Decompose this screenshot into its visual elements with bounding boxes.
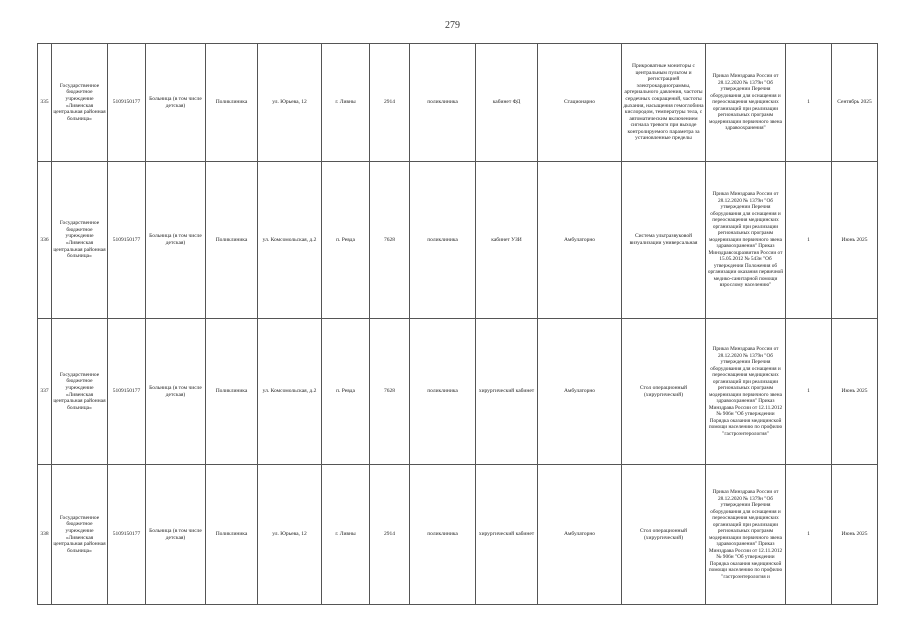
care-form: Стационарно bbox=[538, 44, 622, 162]
table-row bbox=[38, 44, 878, 162]
room-type: поликлиника bbox=[410, 319, 476, 465]
row-number: 336 bbox=[38, 162, 52, 319]
legal-basis: Приказ Минздрава России от 28.12.2020 № 1379н "Об утверждении Перечня оборудования для оснащения и переоснащения медицинских организаций при реализации региональных программ модернизации первичного звена здравоохранения" Приказ Минздрава России от 12.11.2012 № 906н "Об утверждении Порядка оказания медицинской помощи населению по профилю "гастроэнтерология" bbox=[706, 319, 786, 465]
org-code: 5109150177 bbox=[108, 319, 146, 465]
quantity: 1 bbox=[786, 162, 832, 319]
quantity: 1 bbox=[786, 465, 832, 605]
care-form: Амбулаторно bbox=[538, 162, 622, 319]
delivery-date: Июнь 2025 bbox=[832, 465, 878, 605]
address: ул. Юрьева, 12 bbox=[258, 44, 322, 162]
org-code: 5109150177 bbox=[108, 162, 146, 319]
room-type: поликлиника bbox=[410, 162, 476, 319]
locality: п. Ревда bbox=[322, 162, 370, 319]
care-form: Амбулаторно bbox=[538, 319, 622, 465]
locality: п. Ревда bbox=[322, 319, 370, 465]
locality-code: 2914 bbox=[370, 44, 410, 162]
table-row bbox=[38, 162, 878, 319]
room-name: хирургический кабинет bbox=[476, 319, 538, 465]
room-name: кабинет ФД bbox=[476, 44, 538, 162]
subdivision: Поликлиника bbox=[206, 44, 258, 162]
legal-basis: Приказ Минздрава России от 28.12.2020 № 1379н "Об утверждении Перечня оборудования для оснащения и переоснащения медицинских организаций при реализации региональных программ модернизации первичного звена здравоохранения" Приказ Минздрава России от 12.11.2012 № 906н "Об утверждении Порядка оказания медицинской помощи населению по профилю "гастроэнтерология и bbox=[706, 465, 786, 605]
org-type: Больница (в том числе детская) bbox=[146, 44, 206, 162]
locality: г. Ливны bbox=[322, 44, 370, 162]
subdivision: Поликлиника bbox=[206, 465, 258, 605]
org-code: 5109150177 bbox=[108, 44, 146, 162]
room-name: кабинет УЗИ bbox=[476, 162, 538, 319]
address: ул. Юрьева, 12 bbox=[258, 465, 322, 605]
equipment-name: Прикроватные мониторы с центральным пультом и регистрацией электрокардиограммы, артериального давления, частоты сердечных сокращений, частоты дыхания, насыщения гемоглобина кислородом, температуры тела, с автоматическим включением сигнала тревоги при выходе контролируемого параметра за установленные пределы bbox=[622, 44, 706, 162]
subdivision: Поликлиника bbox=[206, 319, 258, 465]
organization-name: Государственное бюджетное учреждение «Ливенская центральная районная больница» bbox=[52, 44, 108, 162]
delivery-date: Сентябрь 2025 bbox=[832, 44, 878, 162]
equipment-name: Система ультразвуковой визуализации универсальная bbox=[622, 162, 706, 319]
org-type: Больница (в том числе детская) bbox=[146, 162, 206, 319]
row-number: 338 bbox=[38, 465, 52, 605]
locality-code: 2914 bbox=[370, 465, 410, 605]
organization-name: Государственное бюджетное учреждение «Ливенская центральная районная больница» bbox=[52, 465, 108, 605]
table-row bbox=[38, 319, 878, 465]
table-row bbox=[38, 465, 878, 605]
org-code: 5109150177 bbox=[108, 465, 146, 605]
locality-code: 7628 bbox=[370, 319, 410, 465]
organization-name: Государственное бюджетное учреждение «Ливенская центральная районная больница» bbox=[52, 162, 108, 319]
legal-basis: Приказ Минздрава России от 28.12.2020 № 1379н "Об утверждении Перечня оборудования для оснащения и переоснащения медицинских организаций при реализации региональных программ модернизации первичного звена здравоохранения" Приказ Минздравсоцразвития России от 15.05.2012 № 543н "Об утверждении Положения об организации оказания первичной медико-санитарной помощи взрослому населению" bbox=[706, 162, 786, 319]
organization-name: Государственное бюджетное учреждение «Ливенская центральная районная больница» bbox=[52, 319, 108, 465]
room-name: хирургический кабинет bbox=[476, 465, 538, 605]
equipment-name: Стол операционный (хирургический) bbox=[622, 465, 706, 605]
page-number: 279 bbox=[445, 20, 460, 31]
room-type: поликлиника bbox=[410, 44, 476, 162]
delivery-date: Июнь 2025 bbox=[832, 162, 878, 319]
locality-code: 7628 bbox=[370, 162, 410, 319]
address: ул. Комсомольская, д.2 bbox=[258, 319, 322, 465]
room-type: поликлиника bbox=[410, 465, 476, 605]
care-form: Амбулаторно bbox=[538, 465, 622, 605]
row-number: 337 bbox=[38, 319, 52, 465]
org-type: Больница (в том числе детская) bbox=[146, 465, 206, 605]
row-number: 335 bbox=[38, 44, 52, 162]
equipment-name: Стол операционный (хирургический) bbox=[622, 319, 706, 465]
address: ул. Комсомольская, д.2 bbox=[258, 162, 322, 319]
equipment-table bbox=[37, 43, 878, 605]
locality: г. Ливны bbox=[322, 465, 370, 605]
org-type: Больница (в том числе детская) bbox=[146, 319, 206, 465]
quantity: 1 bbox=[786, 319, 832, 465]
quantity: 1 bbox=[786, 44, 832, 162]
legal-basis: Приказ Минздрава России от 28.12.2020 № 1379н "Об утверждении Перечня оборудования для оснащения и переоснащения медицинских организаций при реализации региональных программ модернизации первичного звена здравоохранения" bbox=[706, 44, 786, 162]
subdivision: Поликлиника bbox=[206, 162, 258, 319]
delivery-date: Июнь 2025 bbox=[832, 319, 878, 465]
